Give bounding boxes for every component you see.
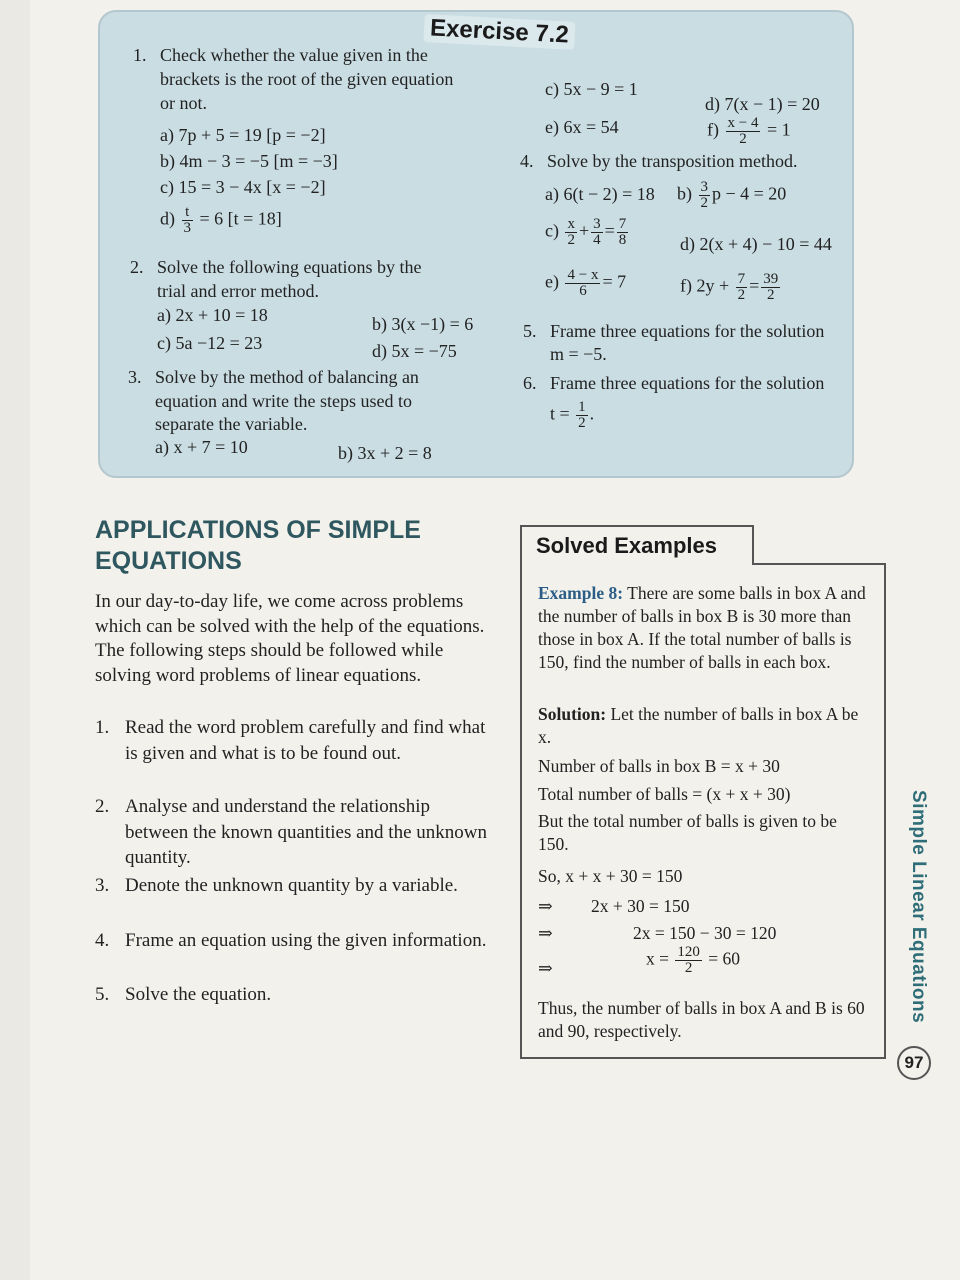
q4-f-denominator2: 2 (767, 287, 775, 303)
step-number: 2. (95, 796, 110, 817)
q3-f (707, 116, 791, 147)
solution-line7 (538, 944, 868, 980)
q4-f-numerator1: 7 (737, 271, 746, 287)
solution-line4: So, x + x + 30 = 150 (538, 866, 683, 886)
list-item (95, 928, 490, 954)
implies-icon: ⇒ (538, 923, 553, 943)
q3-d: d) 7(x − 1) = 20 (705, 94, 820, 114)
q1-a: a) 7p + 5 = 19 [p = −2] (160, 125, 326, 145)
q2-b: b) 3(x −1) = 6 (372, 314, 474, 334)
q4-c-fraction1 (565, 217, 577, 248)
q3-b: b) 3x + 2 = 8 (338, 443, 432, 463)
list-item (95, 715, 490, 766)
q1-b: b) 4m − 3 = −5 [m = −3] (160, 151, 338, 171)
step-text: Solve the equation. (125, 984, 272, 1005)
solution-line2: Total number of balls = (x + x + 30) (538, 784, 791, 804)
q3-text-line3: separate the variable. (155, 414, 308, 434)
q5-number: 5. (523, 321, 537, 341)
q6-denominator: 2 (578, 415, 586, 431)
q1-d (160, 205, 282, 236)
q3-f-denominator: 2 (739, 131, 747, 147)
q4-f-numerator2: 39 (763, 271, 779, 287)
q2-text-line1: Solve the following equations by the (157, 257, 422, 277)
q1-text-line1: Check whether the value given in the (160, 45, 428, 65)
step-number: 4. (95, 930, 110, 951)
q3-c: c) 5x − 9 = 1 (545, 79, 638, 99)
q1-d-rest: = 6 [t = 18] (199, 208, 282, 229)
section-title: APPLICATIONS OF SIMPLE EQUATIONS (95, 516, 421, 575)
q4-b (677, 180, 786, 211)
q6-solution (550, 400, 594, 431)
q5-text-line2: m = −5. (550, 344, 607, 364)
q4-e (545, 268, 626, 299)
solution-text: Let the number of balls in box A be x. (538, 704, 859, 747)
q4-a: a) 6(t − 2) = 18 (545, 184, 655, 204)
q3-f-rest: = 1 (766, 119, 791, 140)
page-number: 97 (897, 1046, 931, 1080)
q2-c: c) 5a −12 = 23 (157, 333, 263, 353)
q4-c-numerator2: 3 (593, 216, 601, 232)
solution-label: Solution: (538, 704, 607, 724)
implies-icon: ⇒ (538, 958, 553, 978)
q2-number: 2. (130, 257, 144, 277)
q3-number: 3. (128, 367, 142, 387)
step-number: 5. (95, 984, 110, 1005)
q4-f-equals: = (749, 275, 760, 296)
q5-text-line1: Frame three equations for the solution (550, 321, 825, 341)
q4-e-numerator: 4 − x (567, 267, 599, 283)
q1-d-fraction (182, 205, 194, 236)
q1-number: 1. (133, 45, 147, 65)
example-text: There are some balls in box A and the number of balls in box B is 30 more than those in box A. If the total number of balls is 150, find the number of balls in each box. (538, 583, 866, 672)
solved-examples-tab: Solved Examples (520, 525, 754, 565)
q4-c-denominator3: 8 (618, 232, 627, 248)
solution-line5 (538, 895, 868, 918)
q3-e: e) 6x = 54 (545, 117, 619, 137)
step-number: 3. (95, 875, 110, 896)
q3-a: a) x + 7 = 10 (155, 437, 248, 457)
chapter-side-label: Simple Linear Equations (908, 790, 929, 1024)
exercise-title: Exercise 7.2 (423, 14, 575, 50)
solution-line1: Number of balls in box B = x + 30 (538, 756, 780, 776)
eq7-denominator: 2 (684, 960, 693, 976)
solution-line3: But the total number of balls is given to be 150. (538, 811, 837, 854)
q4-e-fraction (565, 268, 600, 299)
q1-text-line3: or not. (160, 93, 207, 113)
example-label: Example 8: (538, 583, 624, 603)
list-item (95, 873, 490, 899)
q4-b-label: b) (677, 183, 692, 204)
q4-c-equals: = (604, 220, 615, 241)
q1-d-label: d) (160, 208, 175, 229)
conclusion: Thus, the number of balls in box A and B is 60 and 90, respectively. (538, 998, 865, 1041)
step-text: Analyse and understand the relationship between the known quantities and the unknown quantity. (125, 796, 487, 868)
q3-text-line1: Solve by the method of balancing an (155, 367, 419, 387)
q4-f-fraction1 (736, 272, 748, 303)
q4-text: Solve by the transposition method. (547, 151, 798, 171)
q6-fraction (576, 400, 588, 431)
eq7-fraction (675, 945, 702, 976)
q1-c: c) 15 = 3 − 4x [x = −2] (160, 177, 326, 197)
q3-f-label: f) (707, 119, 719, 140)
q4-f (680, 272, 782, 303)
step-text: Frame an equation using the given information. (125, 930, 487, 951)
q1-d-denominator: 3 (183, 220, 191, 236)
q3-text-line2: equation and write the steps used to (155, 391, 412, 411)
q6-lhs: t = (550, 403, 570, 424)
q1-text-line2: brackets is the root of the given equation (160, 69, 454, 89)
step-eq6: 2x = 150 − 30 = 120 (633, 923, 777, 943)
q4-c-label: c) (545, 220, 559, 241)
q4-c-numerator1: x (567, 216, 575, 232)
q4-e-label: e) (545, 271, 559, 292)
q4-c-fraction2 (591, 217, 603, 248)
list-item (95, 982, 490, 1008)
q6-numerator: 1 (578, 399, 586, 415)
q2-a: a) 2x + 10 = 18 (157, 305, 268, 325)
q2-d: d) 5x = −75 (372, 341, 457, 361)
solution-line6 (538, 922, 868, 945)
section-intro: In our day-to-day life, we come across problems which can be solved with the help of the equations. The following steps should be followed while solving word problems of linear equations. (95, 591, 485, 686)
q6-number: 6. (523, 373, 537, 393)
q3-f-fraction (726, 116, 761, 147)
q6-end: . (589, 403, 595, 424)
q1-d-numerator: t (182, 205, 194, 221)
step-eq7 (646, 945, 740, 976)
q4-f-fraction2 (761, 272, 780, 303)
q4-c-numerator3: 7 (618, 216, 627, 232)
example-8 (538, 582, 868, 674)
q4-e-denominator: 6 (579, 283, 587, 299)
eq7-rhs: = 60 (708, 948, 740, 969)
q4-b-fraction (699, 180, 711, 211)
q4-e-rest: = 7 (602, 271, 627, 292)
step-eq5: 2x + 30 = 150 (591, 896, 690, 916)
q4-number: 4. (520, 151, 534, 171)
step-text: Read the word problem carefully and find what is given and what is to be found out. (125, 717, 486, 764)
solution (538, 703, 868, 749)
q4-f-label: f) 2y + (680, 275, 730, 296)
q4-c-denominator1: 2 (567, 232, 575, 248)
q6-text: Frame three equations for the solution (550, 373, 825, 393)
q4-f-denominator1: 2 (737, 287, 746, 303)
step-text: Denote the unknown quantity by a variable. (125, 875, 458, 896)
q4-b-denominator: 2 (700, 195, 708, 211)
q4-c-operator: + (578, 220, 590, 241)
q4-c (545, 217, 630, 248)
implies-icon: ⇒ (538, 896, 553, 916)
list-item (95, 794, 490, 871)
eq7-lhs: x = (646, 948, 669, 969)
q2-text-line2: trial and error method. (157, 281, 319, 301)
q3-f-numerator: x − 4 (727, 115, 759, 131)
q4-b-numerator: 3 (700, 179, 708, 195)
q4-c-fraction3 (617, 217, 629, 248)
q4-b-rest: p − 4 = 20 (712, 183, 787, 204)
q4-c-denominator2: 4 (593, 232, 601, 248)
q4-d: d) 2(x + 4) − 10 = 44 (680, 234, 832, 254)
step-number: 1. (95, 717, 110, 738)
eq7-numerator: 120 (677, 944, 700, 960)
